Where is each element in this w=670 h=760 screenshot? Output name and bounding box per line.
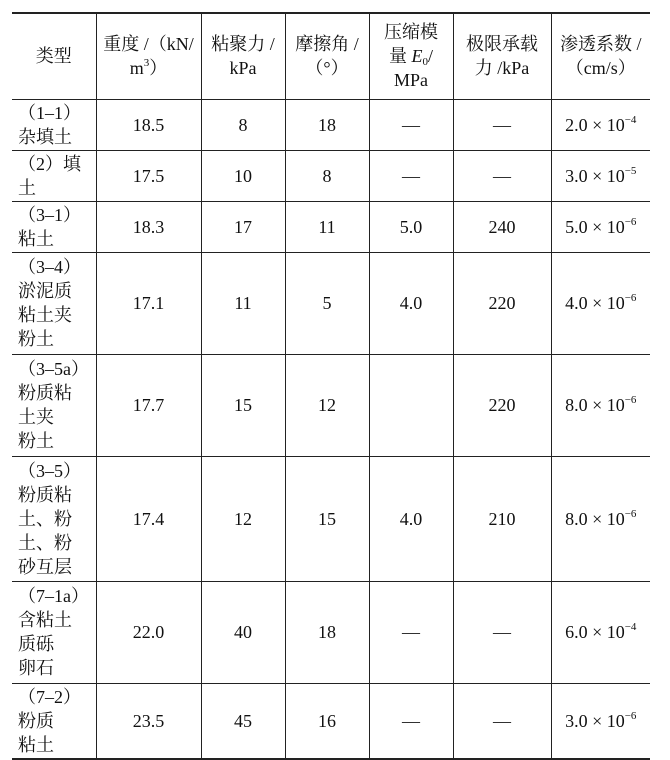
cell-capacity: — <box>453 581 551 683</box>
cell-permeability <box>551 201 650 252</box>
cell-modulus: — <box>369 150 453 201</box>
table-row <box>12 252 650 354</box>
cell-modulus: 4.0 <box>369 456 453 581</box>
cell-weight: 17.4 <box>96 456 201 581</box>
header-modulus-symbol: E <box>411 46 423 67</box>
header-cohesion <box>201 13 285 99</box>
cell-cohesion: 15 <box>201 354 285 456</box>
permeability-exponent: −6 <box>624 709 637 722</box>
soil-type-line: 土、粉 <box>18 508 72 529</box>
cell-permeability <box>551 150 650 201</box>
soil-type-line: 粘土夹 <box>18 305 72 325</box>
header-permeability-line2: （cm/s） <box>565 58 636 79</box>
header-capacity-line1: 极限承载 <box>466 34 538 55</box>
permeability-exponent: −4 <box>624 621 637 633</box>
soil-type-line: 土夹 <box>18 407 54 427</box>
cell-soil-type <box>12 581 96 683</box>
header-bearing-capacity <box>453 13 551 99</box>
soil-type-line: 粉土 <box>18 329 54 349</box>
cell-cohesion: 12 <box>201 456 285 581</box>
header-modulus-line1: 压缩模 <box>384 22 438 43</box>
soil-type-line: 卵石 <box>18 658 54 678</box>
soil-type-line: （7–2） <box>18 686 81 707</box>
header-capacity-line2: 力 /kPa <box>474 58 530 79</box>
soil-type-line: （3–5） <box>18 460 81 481</box>
cell-friction: 12 <box>285 354 369 456</box>
permeability-exponent: −6 <box>624 292 637 304</box>
cell-permeability <box>551 581 650 683</box>
cell-cohesion: 45 <box>201 683 285 759</box>
header-friction-angle <box>285 13 369 99</box>
cell-friction: 15 <box>285 456 369 581</box>
cell-cohesion: 8 <box>201 99 285 150</box>
cell-friction: 16 <box>285 683 369 759</box>
cell-capacity: 210 <box>453 456 551 581</box>
cell-weight: 17.7 <box>96 354 201 456</box>
table-row <box>12 99 650 150</box>
cell-permeability <box>551 99 650 150</box>
soil-type-line: 土 <box>18 177 36 198</box>
header-permeability-line1: 渗透系数 / <box>559 34 642 55</box>
cell-permeability <box>551 683 650 759</box>
soil-type-line: 粉质粘 <box>18 383 72 403</box>
cell-weight: 22.0 <box>96 581 201 683</box>
header-unit-weight-close: ） <box>149 58 168 79</box>
cell-cohesion: 10 <box>201 150 285 201</box>
permeability-base: 2.0 × 10 <box>565 114 625 135</box>
permeability-base: 6.0 × 10 <box>565 622 625 642</box>
cell-soil-type <box>12 456 96 581</box>
cell-friction: 8 <box>285 150 369 201</box>
header-compression-modulus <box>369 13 453 99</box>
header-modulus-subscript: 0 <box>422 56 428 69</box>
cell-friction: 18 <box>285 581 369 683</box>
cell-capacity: — <box>453 150 551 201</box>
header-unit-weight-line2 <box>97 56 201 80</box>
permeability-base: 4.0 × 10 <box>565 293 625 313</box>
permeability-exponent: −6 <box>624 215 637 228</box>
header-cohesion-line2: kPa <box>229 58 257 79</box>
header-cohesion-line1: 粘聚力 / <box>211 34 275 55</box>
header-row <box>12 13 650 99</box>
soil-type-line: 质砾 <box>18 634 54 654</box>
cell-cohesion: 40 <box>201 581 285 683</box>
soil-type-line: （1–1） <box>18 102 81 123</box>
soil-type-line: 粉质粘 <box>18 484 72 505</box>
cell-permeability <box>551 354 650 456</box>
header-friction-line1: 摩擦角 / <box>295 34 359 55</box>
header-unit-weight-unit: m <box>129 58 144 79</box>
table-row <box>12 581 650 683</box>
cell-capacity: 220 <box>453 354 551 456</box>
header-modulus-line2 <box>370 44 453 68</box>
soil-type-line: 粘土 <box>18 734 54 755</box>
cell-weight: 17.1 <box>96 252 201 354</box>
cell-soil-type <box>12 150 96 201</box>
header-type <box>12 13 96 99</box>
soil-type-line: （7–1a） <box>18 586 89 606</box>
permeability-base: 8.0 × 10 <box>565 508 625 529</box>
cell-cohesion: 11 <box>201 252 285 354</box>
soil-type-line: （3–1） <box>18 204 81 225</box>
soil-type-line: （2）填 <box>18 153 81 174</box>
cell-friction: 5 <box>285 252 369 354</box>
header-unit-weight <box>96 13 201 99</box>
cell-modulus <box>369 354 453 456</box>
cell-friction: 18 <box>285 99 369 150</box>
cell-modulus: — <box>369 683 453 759</box>
header-type-label: 类型 <box>35 46 72 67</box>
table-row <box>12 456 650 581</box>
cell-soil-type <box>12 252 96 354</box>
permeability-exponent: −6 <box>624 394 637 406</box>
soil-type-line: 粉土 <box>18 431 54 451</box>
cell-soil-type <box>12 354 96 456</box>
cell-modulus: — <box>369 581 453 683</box>
table-row <box>12 683 650 759</box>
header-unit-weight-line1: 重度 /（kN/ <box>103 34 194 55</box>
table-row <box>12 354 650 456</box>
soil-parameters-table <box>12 12 650 760</box>
table-row <box>12 150 650 201</box>
cell-soil-type <box>12 683 96 759</box>
cell-permeability <box>551 252 650 354</box>
cell-modulus: 4.0 <box>369 252 453 354</box>
cell-modulus: — <box>369 99 453 150</box>
soil-type-line: 粘土 <box>18 228 54 249</box>
cell-weight: 17.5 <box>96 150 201 201</box>
permeability-base: 5.0 × 10 <box>565 216 625 237</box>
permeability-exponent: −6 <box>624 507 637 520</box>
soil-type-line: 土、粉 <box>18 532 72 553</box>
permeability-exponent: −4 <box>624 113 637 126</box>
header-modulus-slash: / <box>427 46 433 67</box>
soil-type-line: 粉质 <box>18 710 54 731</box>
cell-capacity: — <box>453 99 551 150</box>
soil-type-line: （3–5a） <box>18 359 89 379</box>
cell-cohesion: 17 <box>201 201 285 252</box>
permeability-base: 8.0 × 10 <box>565 395 625 415</box>
header-friction-line2: （°） <box>305 58 349 79</box>
cell-capacity: — <box>453 683 551 759</box>
cell-modulus: 5.0 <box>369 201 453 252</box>
cell-soil-type <box>12 201 96 252</box>
table-row <box>12 201 650 252</box>
cell-weight: 18.5 <box>96 99 201 150</box>
permeability-exponent: −5 <box>624 164 637 177</box>
soil-parameters-table-container <box>12 12 650 760</box>
permeability-base: 3.0 × 10 <box>565 710 625 731</box>
cell-weight: 23.5 <box>96 683 201 759</box>
cell-friction: 11 <box>285 201 369 252</box>
cell-capacity: 220 <box>453 252 551 354</box>
cell-weight: 18.3 <box>96 201 201 252</box>
cell-permeability <box>551 456 650 581</box>
table-body <box>12 99 650 759</box>
soil-type-line: 淤泥质 <box>18 281 72 301</box>
soil-type-line: 含粘土 <box>18 610 72 630</box>
soil-type-line: 杂填土 <box>18 126 72 147</box>
header-permeability <box>551 13 650 99</box>
header-unit-weight-exponent: 3 <box>143 57 150 70</box>
soil-type-line: （3–4） <box>18 257 81 277</box>
cell-capacity: 240 <box>453 201 551 252</box>
header-modulus-prefix: 量 <box>388 46 412 67</box>
soil-type-line: 砂互层 <box>18 556 72 577</box>
permeability-base: 3.0 × 10 <box>565 165 625 186</box>
cell-soil-type <box>12 99 96 150</box>
header-modulus-line3: MPa <box>393 70 428 91</box>
